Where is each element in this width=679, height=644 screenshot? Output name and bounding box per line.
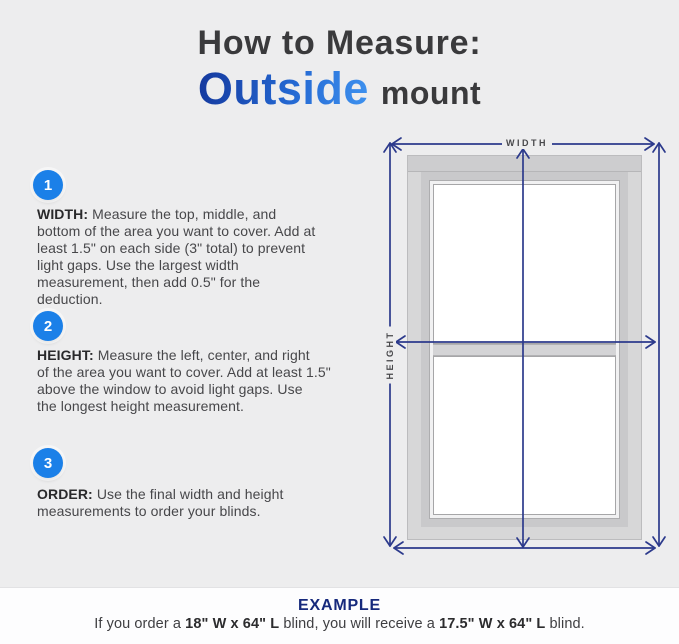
step-1-number: 1 (43, 176, 53, 194)
page-title (0, 26, 679, 112)
window-jamb (421, 172, 628, 527)
window-head-casing (408, 156, 641, 172)
arrowhead-right-icon (646, 336, 655, 348)
window-lower-pane (433, 356, 616, 516)
arrowhead-down-icon (384, 537, 396, 546)
arrowhead-down-icon (653, 537, 665, 546)
window-upper-pane (433, 184, 616, 344)
example-text: If you order a 18" W x 64" L blind, you will receive a 17.5" W x 64" L blind. (94, 616, 585, 632)
step-3-description: ORDER: Use the final width and height measurements to order your blinds. (37, 486, 284, 519)
width-dimension-label: WIDTH (502, 137, 552, 149)
example-heading: EXAMPLE (298, 597, 381, 614)
window-meeting-rail (433, 344, 616, 356)
title-suffix-mount: mount (380, 74, 482, 111)
title-line-1: How to Measure: (197, 24, 482, 62)
arrowhead-up-icon (653, 143, 665, 152)
height-dimension-label: HEIGHT (384, 326, 396, 383)
step-2-badge (33, 311, 63, 341)
arrowhead-left-icon (392, 138, 401, 150)
arrowhead-right-icon (645, 138, 654, 150)
title-line-2 (0, 62, 679, 114)
example-footer (0, 587, 679, 644)
step-2-description: HEIGHT: Measure the left, center, and right of the area you want to cover. Add at least 1.5" above the window to avoid light gaps. Use the longest height measurement. (37, 347, 331, 414)
step-3-badge (33, 448, 63, 478)
title-highlight-outside: Outside (197, 62, 369, 114)
arrowhead-left-icon (396, 336, 405, 348)
step-2-number: 2 (43, 317, 53, 335)
window-frame (407, 155, 642, 540)
window-inner-frame (429, 180, 620, 519)
window-sash-area (433, 184, 616, 515)
arrowhead-up-icon (384, 143, 396, 152)
step-1-badge (33, 170, 63, 200)
step-1-description: WIDTH: Measure the top, middle, and bottom of the area you want to cover. Add at least 1.5" on each side (3" total) to prevent light gaps. Use the largest width measurement, then add 0.5" for the deduction. (37, 206, 316, 307)
arrowhead-right-icon (646, 542, 655, 554)
step-3-number: 3 (43, 454, 53, 472)
arrowhead-left-icon (394, 542, 403, 554)
